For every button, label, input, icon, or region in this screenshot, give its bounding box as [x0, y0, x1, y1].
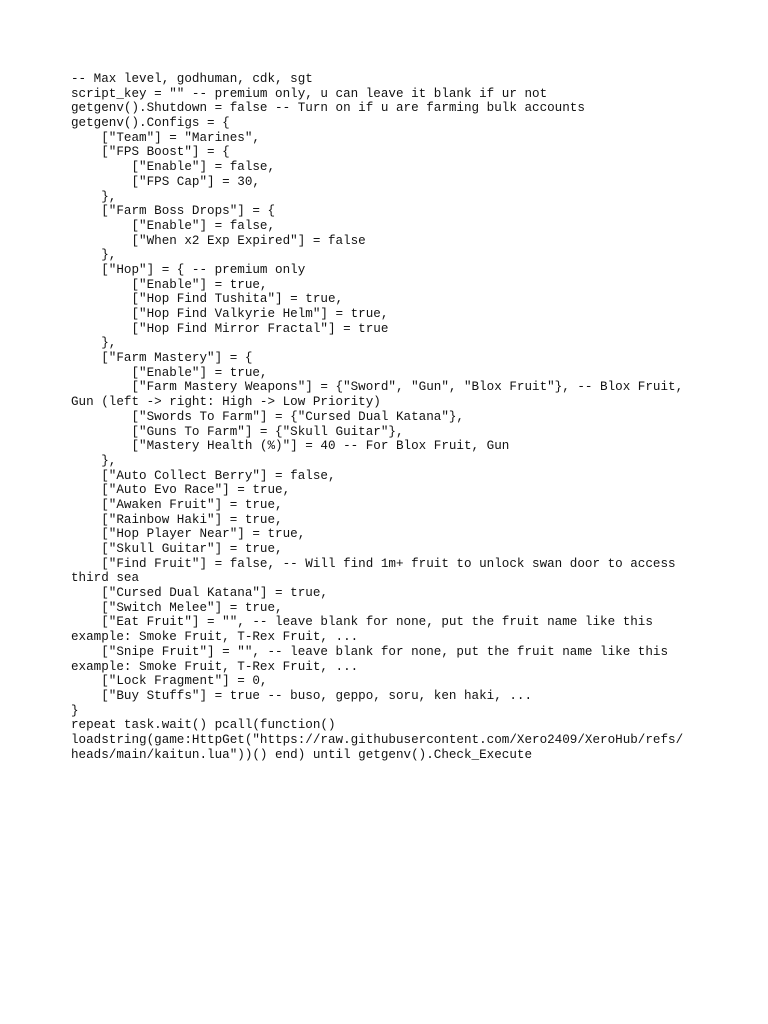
code-line: repeat task.wait() pcall(function()	[71, 718, 336, 733]
code-line: ["When x2 Exp Expired"] = false	[71, 233, 366, 248]
code-line: ["Hop Find Tushita"] = true,	[71, 292, 344, 307]
code-line: ["FPS Cap"] = 30,	[71, 174, 260, 189]
code-line: heads/main/kaitun.lua"))() end) until getgenv().Check_Execute	[71, 747, 533, 762]
code-line: ["Auto Evo Race"] = true,	[71, 483, 291, 498]
code-line: ["Enable"] = false,	[71, 160, 276, 175]
code-block	[71, 72, 691, 762]
code-line: ["Cursed Dual Katana"] = true,	[71, 586, 328, 601]
code-line: ["Team"] = "Marines",	[71, 130, 260, 145]
code-line: ["Swords To Farm"] = {"Cursed Dual Katana"},	[71, 409, 464, 424]
code-line: example: Smoke Fruit, T-Rex Fruit, ...	[71, 630, 359, 645]
code-line: getgenv().Configs = {	[71, 116, 230, 131]
code-line: ["Skull Guitar"] = true,	[71, 542, 283, 556]
code-line: ["Hop Find Valkyrie Helm"] = true,	[71, 307, 389, 321]
code-line: ["Guns To Farm"] = {"Skull Guitar"},	[71, 424, 404, 439]
code-line: ["Enable"] = true,	[71, 365, 268, 380]
code-line: ["Find Fruit"] = false, -- Will find 1m+ fruit to unlock swan door to access	[71, 556, 676, 571]
code-line: ["Farm Mastery"] = {	[71, 351, 253, 366]
code-line: ["Farm Boss Drops"] = {	[71, 204, 276, 219]
code-line: getgenv().Shutdown = false -- Turn on if u are farming bulk accounts	[71, 101, 585, 116]
code-line: script_key = "" -- premium only, u can leave it blank if ur not	[71, 86, 548, 101]
code-line: ["Mastery Health (%)"] = 40 -- For Blox Fruit, Gun	[71, 439, 510, 454]
code-line: third sea	[71, 571, 140, 586]
code-line: -- Max level, godhuman, cdk, sgt	[71, 72, 313, 86]
code-line: ["Eat Fruit"] = "", -- leave blank for none, put the fruit name like this	[71, 615, 653, 630]
code-line: ["Auto Collect Berry"] = false,	[71, 468, 336, 483]
code-line: ["Buy Stuffs"] = true -- buso, geppo, soru, ken haki, ...	[71, 688, 533, 703]
code-line: ["FPS Boost"] = {	[71, 145, 230, 160]
code-line: ["Hop Find Mirror Fractal"] = true	[71, 321, 389, 336]
code-line: Gun (left -> right: High -> Low Priority)	[71, 395, 381, 410]
code-line: ["Snipe Fruit"] = "", -- leave blank for none, put the fruit name like this	[71, 644, 669, 659]
code-line: },	[71, 453, 117, 468]
code-line: ["Switch Melee"] = true,	[71, 600, 283, 615]
code-line: loadstring(game:HttpGet("https://raw.githubusercontent.com/Xero2409/XeroHub/refs/	[71, 732, 684, 747]
code-line: ["Enable"] = false,	[71, 218, 276, 233]
code-line: ["Hop Player Near"] = true,	[71, 527, 306, 542]
code-line: },	[71, 189, 117, 204]
code-line: }	[71, 703, 79, 718]
code-line: ["Lock Fragment"] = 0,	[71, 674, 268, 689]
code-line: },	[71, 248, 117, 263]
code-line: ["Awaken Fruit"] = true,	[71, 497, 283, 512]
code-line: ["Rainbow Haki"] = true,	[71, 512, 283, 527]
code-line: },	[71, 336, 117, 351]
code-line: ["Farm Mastery Weapons"] = {"Sword", "Gun", "Blox Fruit"}, -- Blox Fruit,	[71, 380, 684, 395]
code-line: ["Enable"] = true,	[71, 277, 268, 292]
code-line: ["Hop"] = { -- premium only	[71, 262, 306, 277]
code-line: example: Smoke Fruit, T-Rex Fruit, ...	[71, 659, 359, 674]
